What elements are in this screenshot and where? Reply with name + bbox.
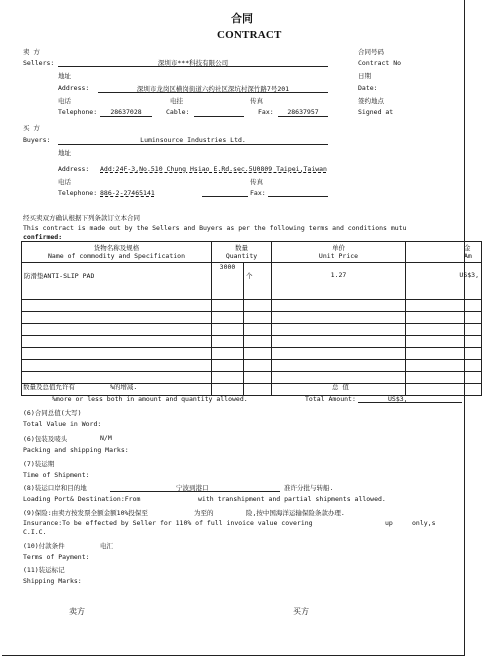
seller-cable-line <box>194 108 244 117</box>
clause-9-cn-a: (8)装运口岸和目的地 <box>23 484 87 492</box>
clause-10-cn-a: (9)保险:由卖方按发票全额金额10%投保至 <box>23 509 148 517</box>
buyer-tel: 886-2-27465141 <box>100 189 155 197</box>
table-row <box>22 336 482 348</box>
clause-10-cn-c: 险,按中国海洋运输保险条款办理. <box>246 509 345 517</box>
seller-fax: 28637957 <box>287 108 319 116</box>
seller-tel: 28637028 <box>110 108 142 116</box>
clause-10-en-c: only,s <box>412 519 436 527</box>
cell-amount: US$3, <box>406 263 482 300</box>
table-row <box>22 263 482 300</box>
seller-tel-label-cn: 电话 <box>58 97 71 105</box>
clause-10-cn-b: 为至的 <box>194 509 214 517</box>
clause-7-cn: (6)包装及唛头 <box>23 435 68 443</box>
clause-9-cn-b: 宁波到港口 <box>176 484 209 492</box>
contract-date-en: Date: <box>358 84 378 92</box>
intro-en-2: confirmed: <box>23 233 63 241</box>
signature-buyer: 买方 <box>293 607 309 616</box>
contract-place-en: Signed at <box>358 108 394 116</box>
clause-9-en-a: Loading Port& Destination:From <box>23 495 141 503</box>
clause-9-en-b: with transhipment and partial shipments allowed. <box>198 495 386 503</box>
signature-seller: 卖方 <box>69 607 85 616</box>
clause-10-en-a: Insurance:To be effected by Seller for 110% of full invoice value covering <box>23 519 313 527</box>
clause-12-cn: (11)装运标记 <box>23 566 65 574</box>
buyer-label-en: Buyers: <box>23 136 51 144</box>
clause-9-cn-c: 准许分批与转船. <box>284 484 334 492</box>
header-unit-price: 单价 Unit Price <box>272 242 406 263</box>
header-amount: 金 Am <box>406 242 482 263</box>
clause-8-cn: (7)装运期 <box>23 460 55 468</box>
title-cn: 合同 <box>231 12 253 25</box>
seller-fax-label-cn: 传真 <box>250 97 263 105</box>
seller-tel-label-en: Telephone: <box>58 108 98 116</box>
seller-address-label-en: Address: <box>58 84 90 92</box>
seller-address-label-cn: 地址 <box>58 72 71 80</box>
table-row <box>22 312 482 324</box>
header-commodity: 货物名称及规格 Name of commodity and Specification <box>22 242 212 263</box>
table-header-row <box>22 242 482 263</box>
title-en: CONTRACT <box>217 29 282 41</box>
table-row <box>22 300 482 312</box>
cell-commodity: 防滑垫ANTI-SLIP PAD <box>22 263 212 300</box>
seller-cable-label-cn: 电挂 <box>170 97 183 105</box>
contract-place-cn: 签约地点 <box>358 97 384 105</box>
buyer-tel-label-cn: 电话 <box>58 178 71 186</box>
seller-name: 深圳市***科技有限公司 <box>157 59 229 67</box>
clause-7-value: N/M <box>100 434 112 442</box>
intro-cn: 经买卖双方确认根据下列条款订立本合同 <box>23 214 140 222</box>
table-row <box>22 360 482 372</box>
buyer-name: Luminsource Industries Ltd. <box>140 136 246 144</box>
buyer-fax-label-cn: 传真 <box>250 178 263 186</box>
total-line <box>358 394 462 403</box>
total-value: US$3, <box>388 395 408 403</box>
table-row <box>22 348 482 360</box>
buyer-address: Add:24F-3,No.510 Chung Hsiao E.Rd.sec.5U0809 Taipei,Taiwan <box>100 165 327 173</box>
buyer-tel-line <box>202 188 248 197</box>
qty-note-cn-mid: %的增减. <box>110 383 138 391</box>
buyer-fax-line <box>268 188 328 197</box>
contract-no-cn: 合同号码 <box>358 48 384 56</box>
buyer-address-label-en: Address: <box>58 165 90 173</box>
cell-unit: 个 <box>244 263 272 300</box>
seller-label-cn: 卖 方 <box>23 48 40 56</box>
cell-qty: 3000 <box>212 263 244 300</box>
table-row <box>22 324 482 336</box>
intro-en-1: This contract is made out by the Sellers and Buyers as per the following terms and conditions mutu <box>23 224 407 232</box>
seller-fax-label-en: Fax: <box>258 108 274 116</box>
buyer-label-cn: 买 方 <box>23 124 40 132</box>
clause-6-en: Total Value in Word: <box>23 420 102 428</box>
clause-12-en: Shipping Marks: <box>23 577 82 585</box>
buyer-fax-label-en: Fax: <box>250 189 266 197</box>
buyer-address-label-cn: 地址 <box>58 149 71 157</box>
clause-11-cn-b: 电汇 <box>100 542 113 550</box>
total-label-en: Total Amount: <box>305 395 356 403</box>
seller-label-en: Sellers: <box>23 59 55 67</box>
qty-note-en: %more or less both in amount and quantity allowed. <box>52 395 248 403</box>
clause-10-en-d: C.I.C. <box>23 528 47 536</box>
goods-table <box>21 241 482 396</box>
clause-6-cn: (6)合同总值(大写) <box>23 409 82 417</box>
qty-note-cn-left: 数量及总值允许有 <box>23 383 75 391</box>
clause-7-en: Packing and shipping Marks: <box>23 446 129 454</box>
table-row <box>22 372 482 384</box>
total-label-cn: 总 值 <box>332 383 349 391</box>
buyer-tel-label-en: Telephone: <box>58 189 98 197</box>
header-quantity: 数量 Quantity <box>212 242 272 263</box>
clause-11-cn-a: (10)付款条件 <box>23 542 65 550</box>
clause-10-en-b: up <box>385 519 393 527</box>
clause-8-en: Time of Shipment: <box>23 471 90 479</box>
contract-page <box>2 0 479 656</box>
cell-price: 1.27 <box>272 263 406 300</box>
contract-no-en: Contract No <box>358 59 402 67</box>
contract-date-cn: 日期 <box>358 72 371 80</box>
clause-11-en: Terms of Payment: <box>23 553 90 561</box>
seller-cable-label-en: Cable: <box>166 108 190 116</box>
seller-address: 深圳市龙岗区横岗街道六约社区深坑村深竹路7号201 <box>136 85 290 93</box>
